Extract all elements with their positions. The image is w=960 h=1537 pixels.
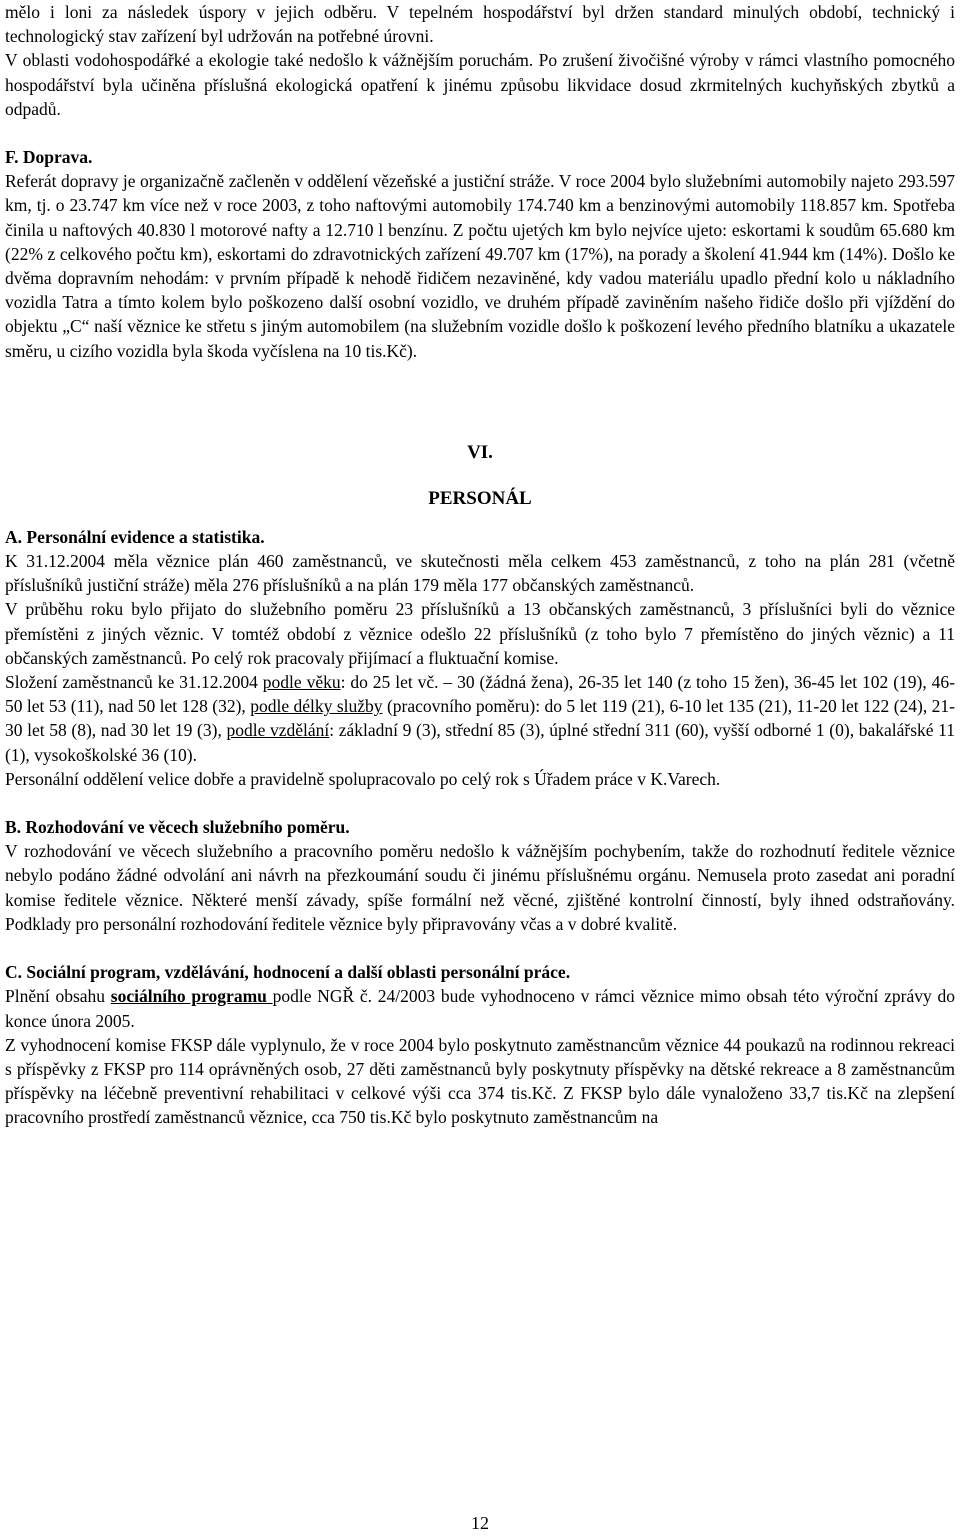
paragraph-transport: Referát dopravy je organizačně začleněn v oddělení vězeňské a justiční stráže. V roce 2004 bylo služebními automobily najeto 293.597 km, tj. o 23.747 km více než v roce 2003, z toho naftovými automobily 174.740 km a benzinovými automobily 118.857 km. Spotřeba činila u naftových 40.830 l motorové nafty a 12.710 l benzínu. Z počtu ujetých km bylo nejvíce ujeto: eskortami k soudům 65.680 km (22% z celkového počtu km), eskortami do zdravotnických zařízení 49.707 km (17%), na porady a školení 41.944 km (14%). Došlo ke dvěma dopravním nehodám: v prvním případě k nehodě řidičem nezaviněné, kdy vadou materiálu upadlo přední kolo u nákladního vozidla Tatra a tímto kolem bylo poškozeno další osobní vozidlo, ve druhém případě zaviněním našeho řidiče došlo při vjíždění do objektu „C“ naší věznice ke střetu s jiným automobilem (na služebním vozidle došlo k poškození levého předního blatníku a ukazatele směru, u cizího vozidla byla škoda vyčíslena na 10 tis.Kč).: [5, 171, 955, 361]
text-fragment: Složení zaměstnanců ke 31.12.2004: [5, 672, 263, 693]
paragraph-social-program: [5, 984, 955, 1032]
spacer: [5, 791, 955, 815]
chapter-number: VI.: [467, 441, 493, 463]
heading-personnel-records: A. Personální evidence a statistika.: [5, 526, 265, 547]
document-page: [5, 0, 955, 1130]
chapter-title: PERSONÁL: [428, 487, 532, 509]
text-fragment: : do 25 let vč. – 30 (žádná žena), 26-35 let 140 (z toho 15 žen), 36-45 let 102 (19), 46-50 let 53 (11), nad 50 let 128 (32),: [5, 672, 955, 717]
heading-service-decisions: B. Rozhodování ve věcech služebního poměru.: [5, 817, 350, 838]
text-fragment: Plnění obsahu: [5, 986, 111, 1007]
paragraph-staff-plan: K 31.12.2004 měla věznice plán 460 zaměstnanců, ve skutečnosti měla celkem 453 zaměstnanců, z toho na plán 281 (včetně příslušníků justiční stráže) měla 276 příslušníků a na plán 179 měla 177 občanských zaměstnanců.: [5, 551, 955, 596]
underlined-by-service: podle délky služby: [250, 696, 383, 717]
underlined-by-education: podle vzdělání: [226, 720, 330, 741]
text-fragment: : základní 9 (3), střední 85 (3), úplné střední 311 (60), vyšší odborné 1 (0), bakalářské 11 (1), vysokoškolské 36 (10).: [5, 720, 956, 765]
paragraph-labour-office: Personální oddělení velice dobře a pravidelně spolupracovalo po celý rok s Úřadem práce v K.Varech.: [5, 768, 721, 789]
text-fragment: podle NGŘ č. 24/2003 bude vyhodnoceno v rámci věznice mimo obsah této výroční zprávy do konce února 2005.: [5, 986, 955, 1031]
heading-social-program: C. Sociální program, vzdělávání, hodnocení a další oblasti personální práce.: [5, 962, 571, 983]
text-fragment: (pracovního poměru): do 5 let 119 (21), 6-10 let 135 (21), 11-20 let 122 (24), 21-30 let 58 (8), nad 30 let 19 (3),: [5, 696, 955, 741]
heading-transport: F. Doprava.: [5, 147, 93, 168]
underlined-social-program: sociálního programu: [110, 986, 273, 1007]
paragraph-service-decisions: V rozhodování ve věcech služebního a pracovního poměru nedošlo k vážnějším pochybením, takže do rozhodnutí ředitele věznice nebylo podáno žádné odvolání ani návrh na přezkoumání soudu či jinému příslušnému orgánu. Nemusela proto zasedat ani poradní komise ředitele věznice. Některé menší závady, spíše formální než věcné, zjištěné kontrolní činností, byly ihned odstraňovány. Podklady pro personální rozhodování ředitele věznice byly připravovány včas a v dobré kvalitě.: [5, 841, 955, 934]
paragraph-heating: mělo i loni za následek úspory v jejich odběru. V tepelném hospodářství byl držen standard minulých období, technický i technologický stav zařízení byl udržován na potřebné úrovni.: [5, 2, 955, 47]
underlined-by-age: podle věku: [262, 672, 341, 693]
paragraph-staff-composition: [5, 670, 955, 767]
paragraph-staff-changes: V průběhu roku bylo přijato do služebního poměru 23 příslušníků a 13 občanských zaměstnanců, 3 příslušníci byli do věznice přemístěni z jiných věznic. V tomtéž období z věznice odešlo 22 příslušníků (z toho bylo 7 přemístěno do jiných věznic) a 11 občanských zaměstnanců. Po celý rok pracovaly přijímací a fluktuační komise.: [5, 599, 955, 668]
paragraph-water-ecology: V oblasti vodohospodářké a ekologie také nedošlo k vážnějším poruchám. Po zrušení živočišné výroby v rámci vlastního pomocného hospodářství byla učiněna příslušná ekologická opatření k jinému způsobu likvidace dosud zkrmitelných kuchyňských zbytků a odpadů.: [5, 50, 955, 119]
spacer: [5, 936, 955, 960]
spacer: [5, 121, 955, 145]
paragraph-fksp: Z vyhodnocení komise FKSP dále vyplynulo, že v roce 2004 bylo poskytnuto zaměstnancům věznice 44 poukazů na rodinnou rekreaci s příspěvky z FKSP pro 114 oprávněných osob, 27 děti zaměstnanců byly poskytnuty příspěvky na dětské rekreace a 8 zaměstnancům příspěvky na léčebně preventivní rehabilitaci v celkové výši cca 374 tis.Kč. Z FKSP bylo dále vynaloženo 33,7 tis.Kč na zlepšení pracovního prostředí zaměstnanců věznice, cca 750 tis.Kč bylo poskytnuto zaměstnancům na: [5, 1034, 955, 1128]
page-number: 12: [471, 1513, 489, 1533]
